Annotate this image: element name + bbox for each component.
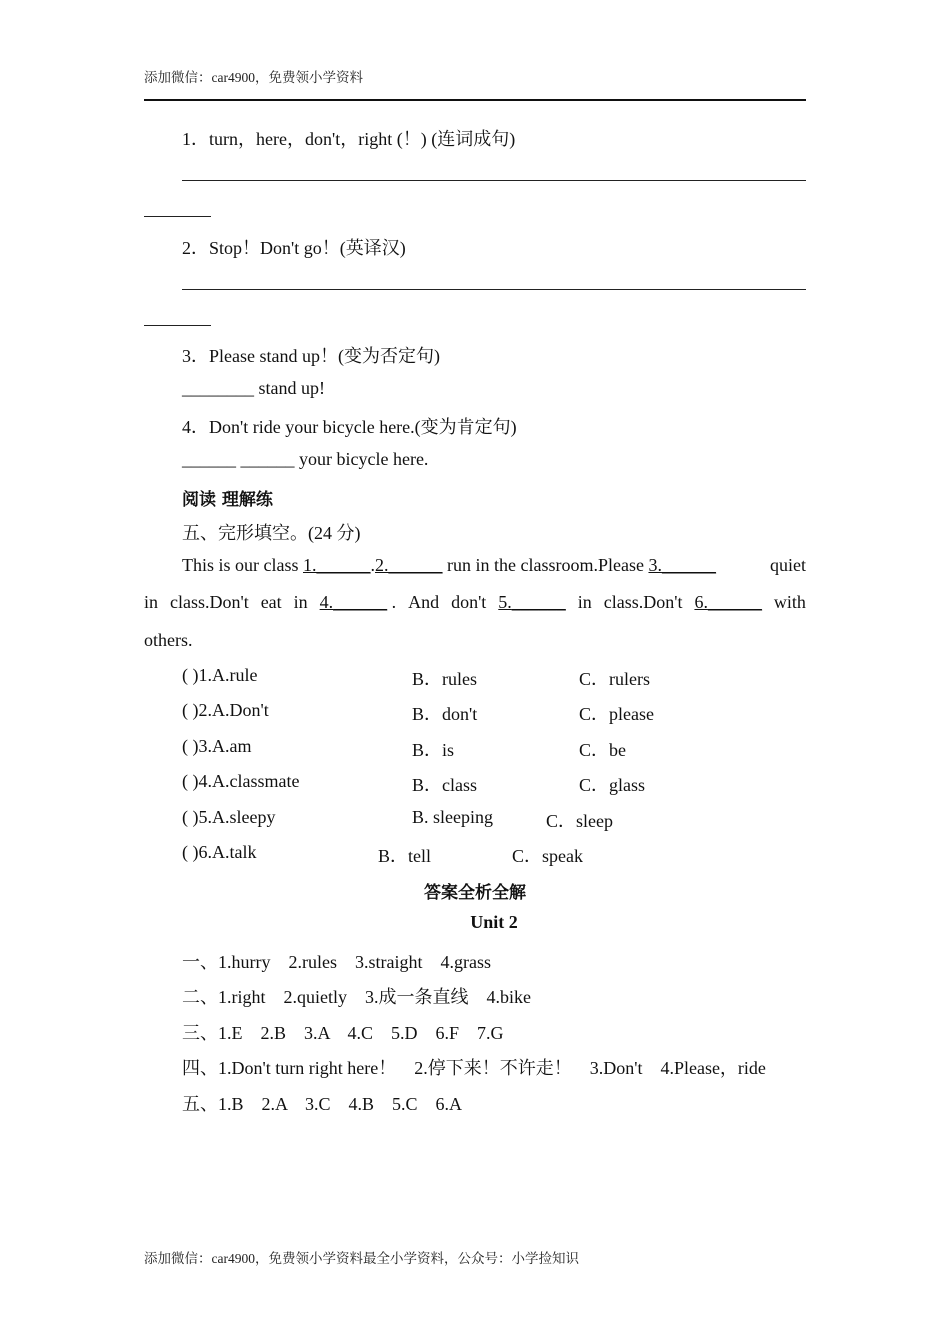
question-4-answer: ______ ______ your bicycle here.	[182, 449, 429, 469]
passage-word: in	[293, 592, 308, 612]
question-4: 4．Don't ride your bicycle here.(变为肯定句)	[182, 417, 517, 437]
option-q3-b: B．is	[412, 740, 455, 760]
answer-line-1a	[182, 180, 806, 181]
option-q1: ( )1.A.rule	[182, 665, 258, 685]
blank-3: 3.______	[648, 555, 716, 575]
answer-line-section-1: 一、1.hurry 2.rules 3.straight 4.grass	[182, 952, 491, 972]
passage-text: This is our class	[182, 555, 303, 575]
section-title-cloze: 五、完形填空。(24 分)	[182, 523, 361, 543]
passage-text: .	[370, 555, 375, 575]
page-footer: 添加微信：car4900，免费领小学资料最全小学资料，公众号：小学捡知识	[144, 1251, 579, 1266]
option-q5: ( )5.A.sleepy	[182, 807, 276, 827]
answer-line-section-2: 二、1.right 2.quietly 3.成一条直线 4.bike	[182, 987, 531, 1007]
option-q5-b: B. sleeping	[412, 807, 493, 827]
answer-line-section-4: 四、1.Don't turn right here！ 2.停下来！不许走！ 3.Don't 4.Please，ride	[182, 1058, 766, 1078]
passage-word: And	[408, 592, 440, 612]
passage-word: in	[577, 592, 592, 612]
passage-word: with	[773, 592, 806, 612]
blank-2: 2.______	[375, 555, 443, 575]
option-q3-c: C．be	[579, 740, 626, 760]
passage-word: don't	[451, 592, 487, 612]
answer-line-section-3: 三、1.E 2.B 3.A 4.C 5.D 6.F 7.G	[182, 1023, 504, 1043]
blank-4: 4.______ .	[319, 592, 397, 612]
blank-6: 6.______	[694, 592, 762, 612]
answers-title: 答案全析全解	[424, 883, 526, 903]
passage-word: eat	[260, 592, 282, 612]
passage-line-2	[144, 592, 806, 613]
question-2: 2．Stop！Don't go！(英译汉)	[182, 238, 406, 258]
passage-word: in	[144, 592, 159, 612]
header-divider	[144, 99, 806, 101]
answer-line-1b	[144, 216, 211, 217]
passage-text: run in the classroom.Please	[442, 555, 649, 575]
option-q4: ( )4.A.classmate	[182, 771, 300, 791]
option-q4-c: C．glass	[579, 775, 646, 795]
page-header: 添加微信：car4900，免费领小学资料	[144, 70, 363, 85]
question-1: 1．turn，here，don't，right (！) (连词成句)	[182, 129, 516, 149]
blank-5: 5.______	[498, 592, 566, 612]
passage-text: quiet	[770, 555, 806, 575]
option-q3: ( )3.A.am	[182, 736, 252, 756]
option-q6-c: C．speak	[512, 846, 583, 866]
option-q5-c: C．sleep	[546, 811, 613, 831]
option-q6-b: B．tell	[378, 846, 431, 866]
answer-line-2b	[144, 325, 211, 326]
option-q2-c: C．please	[579, 704, 654, 724]
option-q1-b: B．rules	[412, 669, 477, 689]
passage-word: class.Don't	[603, 592, 683, 612]
option-q1-c: C．rulers	[579, 669, 650, 689]
option-q2-b: B．don't	[412, 704, 478, 724]
blank-1: 1.______	[303, 555, 371, 575]
passage-line-1	[182, 555, 806, 576]
answer-line-section-5: 五、1.B 2.A 3.C 4.B 5.C 6.A	[182, 1094, 463, 1114]
question-3-answer: ________ stand up!	[182, 378, 325, 398]
answers-unit: Unit 2	[470, 912, 518, 932]
answer-line-2a	[182, 289, 806, 290]
option-q6: ( )6.A.talk	[182, 842, 257, 862]
option-q2: ( )2.A.Don't	[182, 700, 269, 720]
passage-word: class.Don't	[169, 592, 249, 612]
passage-line-3: others.	[144, 630, 193, 650]
option-q4-b: B．class	[412, 775, 477, 795]
question-3: 3．Please stand up！(变为否定句)	[182, 346, 440, 366]
section-heading-reading: 阅读 理解练	[182, 490, 273, 510]
